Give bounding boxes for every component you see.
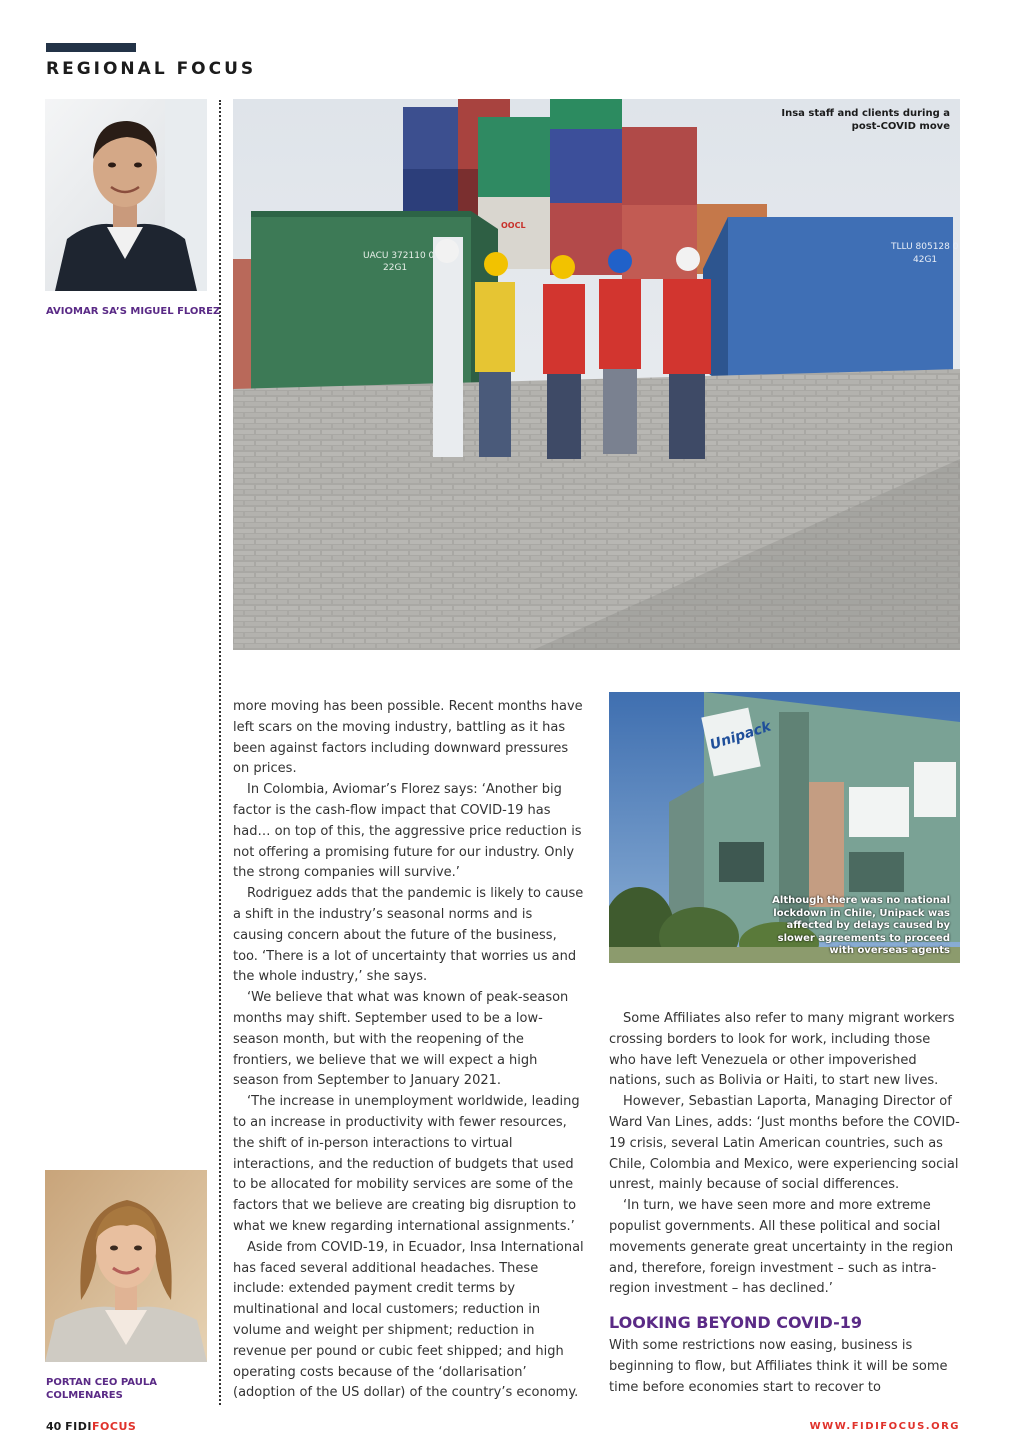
paragraph: ‘In turn, we have seen more and more extreme populist governments. All these political and social movements generate great uncertainty in the region and, therefore, foreign investment – such as intra-region investment – has declined.’: [609, 1198, 954, 1297]
caption-line: with overseas agents: [829, 945, 950, 956]
container-right-code: TLLU 805128 0: [891, 242, 959, 252]
caption-line: slower agreements to proceed: [777, 932, 950, 944]
brand-name-part2: FOCUS: [92, 1420, 137, 1433]
paragraph: more moving has been possible. Recent months have left scars on the moving industry, battling as it has been against factors including downward pressures on prices.: [233, 699, 583, 777]
caption-line: lockdown in Chile, Unipack was: [773, 907, 950, 919]
main-photo-containers: [233, 99, 960, 650]
paragraph: In Colombia, Aviomar’s Florez says: ‘Another big factor is the cash-flow impact that COVID-19 has had… on top of this, the aggressive price reduction is not offering a promising future for our industry. Only the strong companies will survive.’: [233, 782, 582, 881]
container-right-type: 42G1: [913, 255, 938, 265]
portrait-image: [45, 1170, 207, 1362]
paragraph: Aside from COVID-19, in Ecuador, Insa International has faced several additional headaches. These include: extended payment credit terms by multinational and local customers; reduction in volume and weight per shipment; reduction in revenue per pound or cubic feet shipped; and high operating costs because of the ‘dollarisation’ (adoption of the US dollar) of the country’s economy.: [233, 1239, 584, 1401]
article-column-left: [233, 697, 585, 1404]
container-brand: OOCL: [501, 221, 526, 230]
main-photo-caption: [781, 108, 950, 133]
caption-line: PORTAN CEO PAULA: [46, 1377, 157, 1388]
containers-image: [233, 99, 960, 650]
brand-name-part1: FIDI: [65, 1420, 92, 1433]
building-photo-unipack: [609, 692, 960, 963]
column-divider: [219, 100, 221, 1405]
article-column-right: [609, 1009, 961, 1399]
paragraph: ‘The increase in unemployment worldwide, leading to an increase in productivity with fewer resources, the shift of in-person interactions to virtual interactions, and the reduction of budgets that used to be allocated for mobility services are some of the factors that we believe are creating big disruption to what we knew regarding international assignments.’: [233, 1094, 580, 1234]
paragraph: Some Affiliates also refer to many migrant workers crossing borders to look for work, including those who have left Venezuela or other impoverished nations, such as Bolivia or Haiti, to start new lives.: [609, 1011, 955, 1089]
footer-folio: [46, 1420, 136, 1433]
page-number: 40: [46, 1420, 62, 1433]
footer-website-link[interactable]: WWW.FIDIFOCUS.ORG: [809, 1421, 960, 1432]
paragraph: ‘We believe that what was known of peak-season months may shift. September used to be a low-season month, but with the reopening of the frontiers, we believe that we will expect a high season from September to January 2021.: [233, 990, 569, 1089]
paragraph: With some restrictions now easing, business is beginning to flow, but Affiliates think it will be some time before economies start to recover to: [609, 1338, 948, 1395]
section-heading: LOOKING BEYOND COVID-19: [609, 1313, 862, 1333]
section-label: REGIONAL FOCUS: [46, 59, 257, 79]
caption-line: Insa staff and clients during a: [781, 108, 950, 119]
container-left-type: 22G1: [383, 263, 408, 273]
portrait-miguel-florez: [45, 99, 207, 291]
portrait-paula-colmenares: [45, 1170, 207, 1362]
caption-line: post-COVID move: [851, 120, 950, 132]
header-bar: [46, 43, 136, 52]
caption-line: Although there was no national: [772, 895, 950, 906]
paragraph: However, Sebastian Laporta, Managing Director of Ward Van Lines, adds: ‘Just months before the COVID-19 crisis, several Latin American countries, such as Chile, Colombia and Mexico, were experiencing social unrest, mainly because of social differences.: [609, 1094, 960, 1193]
caption-miguel-florez: AVIOMAR SA’S MIGUEL FLOREZ: [46, 306, 221, 317]
caption-line: COLMENARES: [46, 1390, 123, 1401]
caption-line: affected by delays caused by: [786, 920, 950, 931]
caption-paula-colmenares: [46, 1376, 157, 1402]
portrait-image: [45, 99, 207, 291]
container-left-code: UACU 372110 0: [363, 251, 435, 261]
building-photo-caption: [772, 895, 950, 958]
paragraph: Rodriguez adds that the pandemic is likely to cause a shift in the industry’s seasonal norms and is causing concern about the future of the business, too. ‘There is a lot of uncertainty that worries us and the whole industry,’ she says.: [233, 886, 584, 985]
building-sign: Unipack: [708, 718, 774, 754]
